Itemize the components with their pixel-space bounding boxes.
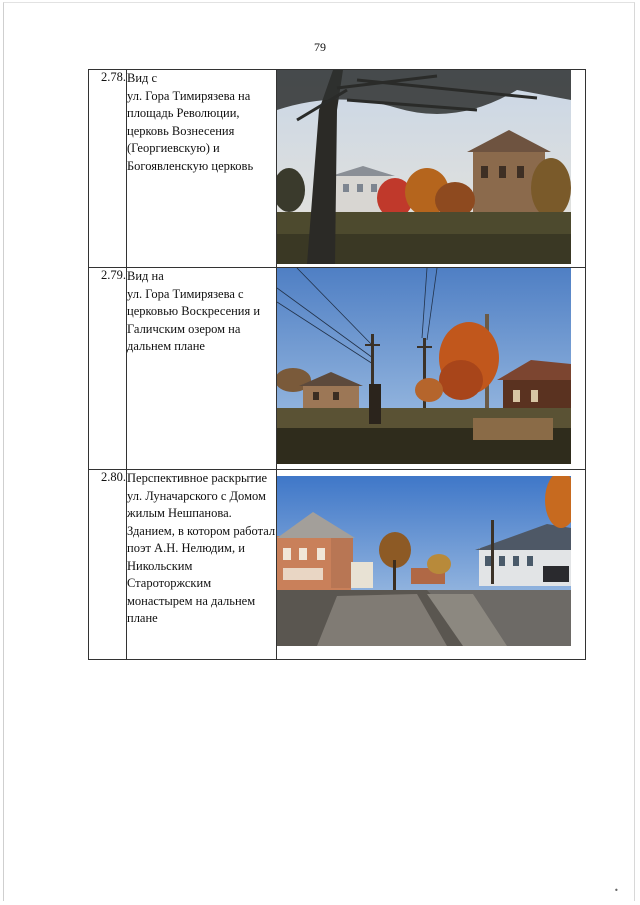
photo-street-power-lines (277, 268, 571, 464)
row-description (127, 70, 277, 268)
table-row (89, 268, 586, 470)
scan-mark: • (614, 886, 619, 895)
table-row (89, 470, 586, 660)
photo-2-image (277, 268, 571, 464)
row-description-text: Перспективное раскрытие ул. Луначарского с Домом жилым Нешпанова. Зданием, в котором работал поэт А.Н. Нелюдим, и Никольским Староторжским монастырем на дальнем плане (127, 471, 276, 625)
row-number: 2.80. (89, 470, 127, 660)
row-number: 2.79. (89, 268, 127, 470)
row-description-text: Вид с ул. Гора Тимирязева на площадь Революции, церковь Вознесения (Георгиевскую) и Богоявленскую церковь (127, 71, 254, 173)
photo-cell (277, 470, 586, 660)
photo-street-church-autumn (277, 70, 571, 264)
photo-3-image (277, 476, 571, 646)
row-number: 2.78. (89, 70, 127, 268)
page-number: 79 (314, 40, 326, 54)
photo-street-houses (277, 476, 571, 646)
photo-cell (277, 268, 586, 470)
table-row (89, 70, 586, 268)
row-description (127, 470, 277, 660)
row-description (127, 268, 277, 470)
row-description-text: Вид на ул. Гора Тимирязева с церковью Воскресения и Галичским озером на дальнем плане (127, 269, 261, 353)
photo-cell (277, 70, 586, 268)
photo-table (88, 69, 586, 660)
photo-1-image (277, 70, 571, 264)
